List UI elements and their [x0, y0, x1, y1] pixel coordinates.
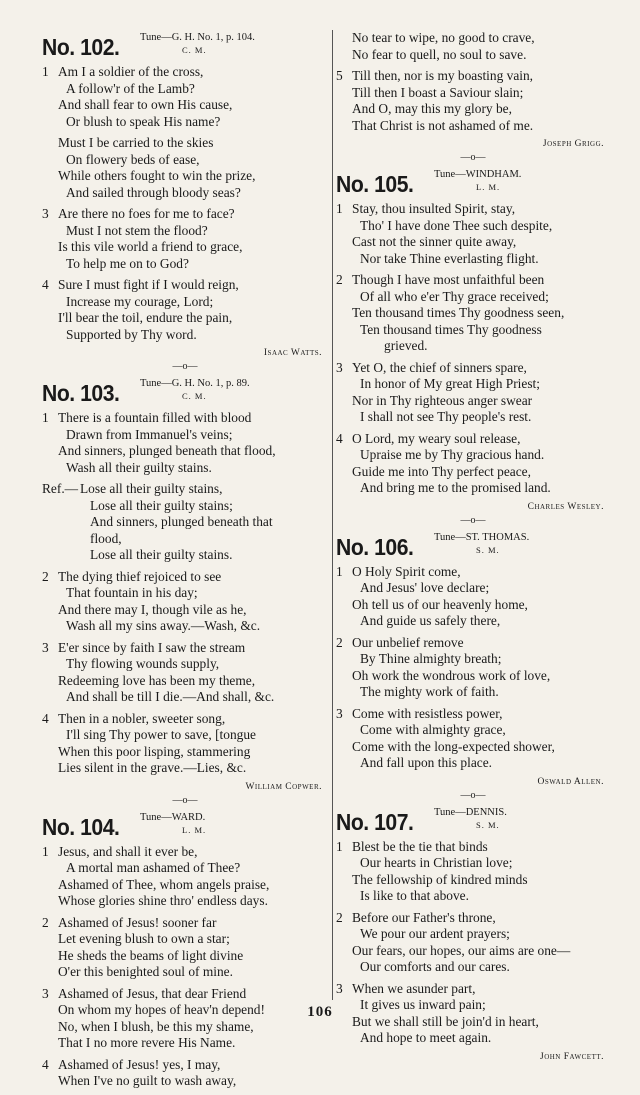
line-text: O Lord, my weary soul release,: [352, 430, 521, 446]
hymn-line: [42, 206, 328, 223]
hymn-line: [42, 443, 328, 460]
stanza-number: 4: [336, 430, 343, 446]
stanza: [336, 272, 610, 355]
meter-label: C. M.: [182, 45, 207, 55]
line-text: O'er this benighted soul of mine.: [58, 964, 233, 979]
line-text: flood,: [90, 530, 122, 546]
author-credit: Joseph Grigg.: [542, 139, 604, 149]
line-text: Come with the long-expected shower,: [352, 738, 555, 754]
hymn-line: [336, 251, 610, 268]
stanza: [42, 844, 328, 910]
stanza-number: 2: [42, 914, 49, 930]
line-text: The fellowship of kindred minds: [352, 871, 528, 887]
hymn-line: [42, 915, 328, 932]
stanza: [336, 68, 610, 134]
stanza-number: 1: [336, 201, 343, 216]
author-credit: John Fawcett.: [540, 1051, 604, 1062]
line-text: When we asunder part,: [352, 980, 476, 996]
hymn-line: [42, 223, 328, 240]
line-text: Must I be carried to the skies: [58, 135, 214, 150]
hymn-line: [42, 860, 328, 877]
hymn-line: [42, 81, 328, 98]
line-text: Ashamed of Jesus! yes, I may,: [58, 1056, 221, 1072]
hymn-number: No. 105.: [336, 171, 414, 197]
hymn-line: [42, 744, 328, 761]
line-text: Guide me into Thy perfect peace,: [352, 463, 531, 479]
line-text: No fear to quell, no soul to save.: [352, 46, 527, 62]
hymn-line: [336, 597, 610, 614]
hymn-line: [336, 1030, 610, 1047]
line-text: Wash all their guilty stains.: [66, 459, 212, 475]
hymn-number: No. 104.: [42, 813, 120, 840]
hymn-line: [336, 409, 610, 426]
line-text: Supported by Thy word.: [66, 326, 197, 342]
hymn-heading: [336, 530, 610, 564]
hymn-heading: [336, 805, 610, 839]
hymn-line: [42, 585, 328, 602]
hymn-line: [336, 218, 610, 235]
line-text: Ten thousand times Thy goodness seen,: [352, 305, 565, 320]
line-text: It gives us inward pain;: [360, 997, 486, 1012]
hymn-line: [42, 964, 328, 981]
hymn-line: [42, 689, 328, 706]
hymn-heading: [42, 376, 328, 410]
line-text: Nor in Thy righteous anger swear: [352, 392, 533, 408]
hymn-line: [42, 547, 328, 564]
hymn-line: [336, 706, 610, 723]
line-text: Oh tell us of our heavenly home,: [352, 596, 528, 612]
tune-reference: Tune—G. H. No. 1, p. 104.: [140, 32, 255, 43]
hymn-number: No. 106.: [336, 533, 414, 560]
hymn-line: [336, 635, 610, 652]
hymn-line: [336, 910, 610, 927]
stanza: [42, 64, 328, 130]
line-text: Sure I must fight if I would reign,: [58, 277, 239, 292]
line-text: There is a fountain filled with blood: [58, 410, 252, 425]
stanza-number: 1: [336, 563, 343, 579]
line-text: E'er since by faith I saw the stream: [58, 639, 246, 655]
line-text: Though I have most unfaithful been: [352, 272, 545, 287]
hymn-line: [42, 135, 328, 152]
line-text: Is this vile world a friend to grace,: [58, 239, 243, 254]
meter-label: L. M.: [182, 824, 207, 835]
line-text: Nor take Thine everlasting flight.: [360, 250, 539, 266]
hymn-line: [336, 201, 610, 218]
line-text: To help me on to God?: [66, 255, 189, 271]
stanza: [336, 360, 610, 426]
line-text: Lose all their guilty stains,: [80, 481, 223, 496]
hymn-line: [336, 393, 610, 410]
line-text: And sinners, plunged beneath that flood,: [58, 443, 276, 458]
stanza-number: 2: [336, 634, 343, 650]
line-text: O Holy Spirit come,: [352, 563, 461, 579]
stanza-number: 3: [42, 206, 49, 221]
line-text: In honor of My great High Priest;: [360, 376, 541, 391]
hymn-line: [42, 239, 328, 256]
hymn-line: [336, 101, 610, 118]
line-text: And there may I, though vile as he,: [58, 601, 247, 617]
hymn-line: [42, 844, 328, 861]
hymn-line: [42, 152, 328, 169]
stanza: [42, 481, 328, 564]
tune-reference: Tune—WARD.: [140, 811, 206, 823]
line-text: A mortal man ashamed of Thee?: [66, 860, 241, 875]
line-text: Till then, nor is my boasting vain,: [352, 68, 534, 83]
stanza-number: 3: [336, 359, 343, 375]
hymn-line: [42, 986, 328, 1003]
stanza-number: Ref.—: [42, 481, 79, 496]
hymn-line: [42, 931, 328, 948]
hymn-line: [42, 498, 328, 515]
line-text: Till then I boast a Saviour slain;: [352, 84, 524, 100]
line-text: On flowery beds of ease,: [66, 151, 200, 167]
stanza-number: 5: [336, 68, 343, 83]
line-text: Ashamed of Jesus! sooner far: [58, 914, 217, 930]
hymn-line: [336, 360, 610, 377]
hymn-line: [42, 64, 328, 81]
hymn-line: [42, 711, 328, 728]
hymn-line: [336, 755, 610, 772]
hymn-line: [42, 185, 328, 202]
hymn-line: [42, 1057, 328, 1074]
hymn-line: [336, 118, 610, 135]
stanza: [336, 201, 610, 267]
hymn-line: [336, 376, 610, 393]
line-text: Tho' I have done Thee such despite,: [360, 217, 553, 233]
hymn-line: [42, 1073, 328, 1090]
line-text: Wash all my sins away.—Wash, &c.: [66, 618, 261, 633]
hymn-heading: [42, 810, 328, 844]
hymn-line: [336, 272, 610, 289]
hymn-heading: [336, 167, 610, 201]
hymn-line: [42, 656, 328, 673]
hymn-line: [42, 481, 328, 498]
hymn-line: [336, 959, 610, 976]
line-text: Of all who e'er Thy grace received;: [360, 288, 549, 304]
stanza-number: 3: [336, 705, 343, 721]
line-text: And bring me to the promised land.: [360, 480, 551, 495]
stanza: [42, 640, 328, 706]
line-text: And Jesus' love declare;: [360, 580, 490, 595]
line-text: Oh work the wondrous work of love,: [352, 667, 551, 683]
stanza: [42, 277, 328, 343]
tune-reference: Tune—WINDHAM.: [434, 169, 522, 180]
line-text: I'll sing Thy power to save, [tongue: [66, 727, 256, 742]
hymn-line: [42, 531, 328, 548]
line-text: Then in a nobler, sweeter song,: [58, 710, 226, 726]
meter-label: L. M.: [476, 182, 501, 192]
hymn-line: [42, 569, 328, 586]
tune-reference: Tune—G. H. No. 1, p. 89.: [140, 378, 250, 389]
hymn-separator: —o—: [460, 514, 486, 526]
column-divider: [332, 30, 333, 1000]
line-text: Come with almighty grace,: [360, 722, 506, 737]
hymn-line: [42, 948, 328, 965]
line-text: By Thine almighty breath;: [360, 651, 502, 666]
hymn-line: [42, 602, 328, 619]
hymn: [336, 167, 610, 512]
line-text: That I no more revere His Name.: [58, 1035, 236, 1050]
stanza-number: 3: [42, 639, 49, 655]
hymn-line: [336, 464, 610, 481]
left-column: [42, 30, 328, 1095]
line-text: Thy flowing wounds supply,: [66, 656, 220, 671]
hymn-line: [336, 305, 610, 322]
right-column: [336, 30, 610, 1062]
stanza-number: 1: [42, 64, 49, 79]
hymn-separator: —o—: [460, 152, 486, 163]
hymn-line: [42, 760, 328, 777]
hymn-line: [42, 1035, 328, 1052]
line-text: Cast not the sinner quite away,: [352, 234, 517, 249]
line-text: But we shall still be join'd in heart,: [352, 1013, 539, 1029]
stanza-number: 1: [336, 838, 343, 854]
page-number: 106: [307, 1004, 333, 1020]
line-text: Stay, thou insulted Spirit, stay,: [352, 201, 516, 216]
hymn-line: [336, 739, 610, 756]
line-text: Our comforts and our cares.: [360, 959, 510, 974]
stanza-number: 3: [336, 980, 343, 996]
hymn-separator: —o—: [460, 789, 486, 801]
hymn-separator: —o—: [172, 794, 198, 806]
author-credit: William Copwer.: [245, 781, 322, 792]
stanza: [336, 839, 610, 905]
line-text: Ten thousand times Thy goodness: [360, 321, 542, 337]
hymn-line: [42, 294, 328, 311]
stanza: [336, 706, 610, 772]
line-text: Redeeming love has been my theme,: [58, 672, 256, 688]
tune-reference: Tune—ST. THOMAS.: [434, 531, 530, 543]
line-text: Our hearts in Christian love;: [360, 855, 513, 870]
line-text: Ashamed of Thee, whom angels praise,: [58, 876, 270, 892]
hymn-line: [336, 47, 610, 64]
hymn-number: No. 102.: [42, 34, 120, 60]
hymn-line: [336, 684, 610, 701]
hymn-line: [336, 981, 610, 998]
line-text: I'll bear the toil, endure the pain,: [58, 310, 233, 325]
line-text: And sailed through bloody seas?: [66, 184, 241, 200]
line-text: And guide us safely there,: [360, 613, 501, 628]
hymn-line: [336, 480, 610, 497]
stanza-number: 2: [336, 909, 343, 925]
hymn-line: [336, 855, 610, 872]
line-text: Increase my courage, Lord;: [66, 293, 214, 309]
hymn: [336, 530, 610, 787]
line-text: When this poor lisping, stammering: [58, 743, 251, 759]
hymn-heading: [42, 30, 328, 64]
stanza-number: 3: [42, 985, 49, 1001]
meter-label: S. M.: [476, 544, 500, 555]
stanza: [42, 410, 328, 476]
stanza: [42, 206, 328, 272]
hymn-line: [336, 564, 610, 581]
hymn-line: [42, 460, 328, 477]
hymn-line: [42, 893, 328, 910]
line-text: Is like to that above.: [360, 888, 469, 903]
hymn-separator: —o—: [172, 361, 198, 372]
hymn-line: [336, 872, 610, 889]
line-text: He sheds the beams of light divine: [58, 947, 244, 963]
stanza: [42, 569, 328, 635]
line-text: We pour our ardent prayers;: [360, 926, 510, 941]
stanza: [336, 635, 610, 701]
hymn-line: [42, 427, 328, 444]
hymn-line: [42, 727, 328, 744]
line-text: On whom my hopes of heav'n depend!: [58, 1002, 265, 1017]
hymn: [42, 810, 328, 1090]
line-text: And hope to meet again.: [360, 1030, 492, 1045]
hymn-line: [336, 668, 610, 685]
hymn-line: [336, 322, 610, 339]
hymn-line: [336, 943, 610, 960]
hymn-line: [336, 839, 610, 856]
stanza-number: 1: [42, 843, 49, 859]
line-text: Are there no foes for me to face?: [58, 206, 235, 221]
stanza-number: 2: [42, 568, 49, 584]
line-text: No tear to wipe, no good to crave,: [352, 30, 535, 45]
hymn-line: [336, 722, 610, 739]
hymn-line: [42, 256, 328, 273]
line-text: That fountain in his day;: [66, 585, 198, 600]
stanza-number: 4: [42, 1056, 49, 1072]
line-text: Or blush to speak His name?: [66, 113, 221, 129]
line-text: grieved.: [384, 338, 428, 353]
line-text: Come with resistless power,: [352, 705, 503, 721]
line-text: Drawn from Immanuel's veins;: [66, 426, 233, 442]
hymn-number: No. 103.: [42, 380, 120, 406]
stanza: [336, 564, 610, 630]
line-text: Jesus, and shall it ever be,: [58, 843, 198, 859]
hymn-line: [336, 613, 610, 630]
hymn-line: [42, 114, 328, 131]
hymn-line: [42, 277, 328, 294]
line-text: Ashamed of Jesus, that dear Friend: [58, 985, 247, 1001]
hymn-line: [336, 447, 610, 464]
hymn-line: [336, 651, 610, 668]
line-text: Upraise me by Thy gracious hand.: [360, 447, 545, 462]
stanza: [42, 915, 328, 981]
line-text: Before our Father's throne,: [352, 909, 496, 925]
author-credit: Isaac Watts.: [263, 348, 322, 358]
hymn: [336, 30, 610, 149]
line-text: Lies silent in the grave.—Lies, &c.: [58, 760, 247, 775]
hymn-line: [42, 877, 328, 894]
hymn-line: [336, 338, 610, 355]
line-text: Our unbelief remove: [352, 634, 464, 650]
line-text: I shall not see Thy people's rest.: [360, 409, 532, 424]
hymn-line: [336, 580, 610, 597]
stanza: [336, 910, 610, 976]
hymn-line: [42, 514, 328, 531]
hymn-line: [336, 289, 610, 306]
tune-reference: Tune—DENNIS.: [434, 806, 507, 818]
stanza: [336, 431, 610, 497]
line-text: Whose glories shine thro' endless days.: [58, 893, 268, 908]
line-text: That Christ is not ashamed of me.: [352, 117, 534, 133]
meter-label: S. M.: [476, 819, 500, 830]
hymn-number: No. 107.: [336, 808, 414, 835]
hymn-line: [42, 673, 328, 690]
stanza: [336, 30, 610, 63]
hymn-line: [42, 410, 328, 427]
stanza: [42, 135, 328, 201]
hymn-line: [336, 85, 610, 102]
line-text: And sinners, plunged beneath that: [90, 514, 273, 529]
hymn-line: [336, 926, 610, 943]
hymn: [336, 805, 610, 1062]
hymn-line: [336, 234, 610, 251]
hymn-line: [42, 640, 328, 657]
line-text: And O, may this my glory be,: [352, 101, 512, 116]
stanza-number: 1: [42, 410, 49, 425]
hymn-line: [336, 888, 610, 905]
line-text: Blest be the tie that binds: [352, 838, 488, 854]
line-text: And shall be till I die.—And shall, &c.: [66, 689, 275, 704]
hymn-line: [42, 618, 328, 635]
hymn-line: [42, 310, 328, 327]
line-text: No, when I blush, be this my shame,: [58, 1018, 254, 1034]
stanza: [42, 711, 328, 777]
author-credit: Oswald Allen.: [537, 776, 604, 787]
line-text: A follow'r of the Lamb?: [66, 80, 195, 96]
stanza-number: 2: [336, 272, 343, 287]
line-text: Our fears, our hopes, our aims are one—: [352, 942, 571, 958]
author-credit: Charles Wesley.: [527, 501, 604, 512]
line-text: The dying thief rejoiced to see: [58, 568, 222, 584]
line-text: Lose all their guilty stains.: [90, 547, 233, 562]
stanza-number: 4: [42, 277, 49, 292]
meter-label: C. M.: [182, 391, 207, 401]
line-text: When I've no guilt to wash away,: [58, 1073, 237, 1088]
stanza: [42, 1057, 328, 1090]
line-text: Yet O, the chief of sinners spare,: [352, 359, 527, 375]
hymn-line: [42, 97, 328, 114]
hymn-line: [336, 30, 610, 47]
hymn: [42, 376, 328, 792]
line-text: Let evening blush to own a star;: [58, 931, 230, 946]
hymn-line: [336, 431, 610, 448]
line-text: Am I a soldier of the cross,: [58, 64, 204, 79]
line-text: The mighty work of faith.: [360, 684, 499, 699]
hymn: [42, 30, 328, 358]
line-text: And fall upon this place.: [360, 755, 493, 770]
stanza-number: 4: [42, 710, 49, 726]
line-text: And shall fear to own His cause,: [58, 97, 233, 112]
line-text: While others fought to win the prize,: [58, 168, 256, 183]
line-text: Lose all their guilty stains;: [90, 497, 233, 513]
hymn-line: [42, 327, 328, 344]
hymn-line: [336, 68, 610, 85]
hymn-line: [42, 168, 328, 185]
line-text: Must I not stem the flood?: [66, 222, 208, 238]
